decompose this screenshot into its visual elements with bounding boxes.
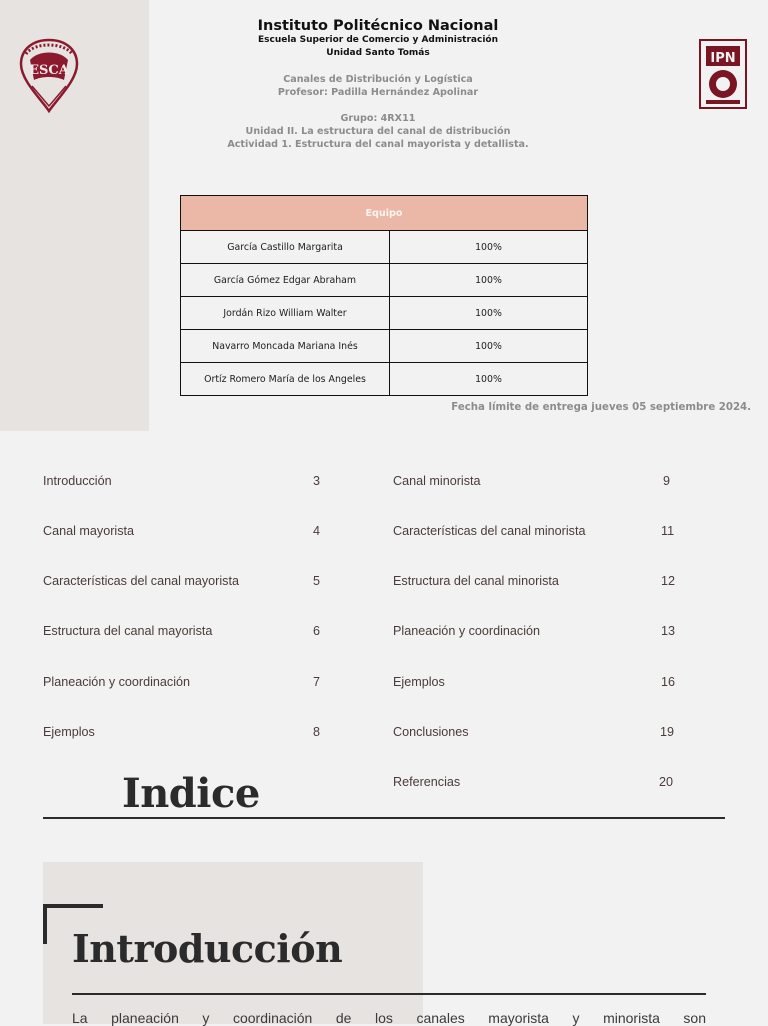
course-name: Canales de Distribución y Logística [283, 74, 473, 85]
ipn-logo [696, 36, 750, 112]
toc-page-number: 5 [313, 574, 321, 588]
toc-page-number: 19 [660, 725, 675, 739]
table-row [181, 231, 588, 264]
toc-page-number: 4 [313, 524, 321, 538]
member-name: Jordán Rizo William Walter [181, 297, 390, 330]
divider [72, 993, 706, 995]
table-row [181, 297, 588, 330]
toc-page-number: 3 [313, 474, 321, 488]
table-row [181, 330, 588, 363]
toc-item-ejemplos-minorista[interactable]: Ejemplos [393, 675, 445, 689]
toc-page-number: 11 [661, 524, 675, 538]
toc-item-referencias[interactable]: Referencias [393, 775, 461, 789]
school-name: Escuela Superior de Comercio y Administración [257, 35, 499, 45]
team-header: Equipo [181, 196, 588, 231]
table-row [181, 363, 588, 396]
unit-topic: Unidad II. La estructura del canal de distribución [245, 126, 511, 137]
member-name: Navarro Moncada Mariana Inés [181, 330, 390, 363]
toc-item-canal-minorista[interactable]: Canal minorista [393, 474, 481, 488]
toc-page-number: 6 [313, 624, 321, 638]
toc-item-conclusiones[interactable]: Conclusiones [393, 725, 469, 739]
member-name: García Gómez Edgar Abraham [181, 264, 390, 297]
toc-item-ejemplos-mayorista[interactable]: Ejemplos [43, 725, 95, 739]
toc-item-caracteristicas-mayorista[interactable]: Características del canal mayorista [43, 574, 239, 588]
member-percentage: 100% [390, 231, 588, 264]
bracket-decoration [43, 904, 47, 944]
toc-item-introduccion[interactable]: Introducción [43, 474, 112, 488]
document-header [180, 16, 576, 151]
toc-page-number: 16 [661, 675, 676, 689]
member-percentage: 100% [390, 297, 588, 330]
member-percentage: 100% [390, 363, 588, 396]
bracket-decoration [43, 904, 103, 908]
group-label: Grupo: 4RX11 [340, 113, 416, 124]
index-title: Indice [122, 770, 260, 817]
intro-paragraph: La planeación y coordinación de los canales mayorista y minorista son [72, 1010, 706, 1026]
table-row [181, 264, 588, 297]
esca-logo [18, 36, 80, 114]
toc-page-number: 12 [661, 574, 676, 588]
member-name: Ortíz Romero María de los Angeles [181, 363, 390, 396]
svg-text:ESCA: ESCA [29, 63, 69, 78]
toc-item-estructura-minorista[interactable]: Estructura del canal minorista [393, 574, 559, 588]
member-percentage: 100% [390, 264, 588, 297]
activity-title: Actividad 1. Estructura del canal mayorista y detallista. [227, 139, 529, 150]
unit-name: Unidad Santo Tomás [326, 48, 430, 58]
member-name: García Castillo Margarita [181, 231, 390, 264]
deadline-text: Fecha límite de entrega jueves 05 septiembre 2024. [451, 402, 751, 413]
toc-item-planeacion-mayorista[interactable]: Planeación y coordinación [43, 675, 191, 689]
toc-item-estructura-mayorista[interactable]: Estructura del canal mayorista [43, 624, 213, 638]
team-table [180, 195, 588, 396]
toc-item-canal-mayorista[interactable]: Canal mayorista [43, 524, 134, 538]
institution-name: Instituto Politécnico Nacional [257, 18, 499, 34]
toc-item-caracteristicas-minorista[interactable]: Características del canal minorista [393, 524, 586, 538]
toc-item-planeacion-minorista[interactable]: Planeación y coordinación [393, 624, 541, 638]
toc-page-number: 20 [659, 775, 674, 789]
member-percentage: 100% [390, 330, 588, 363]
intro-title: Introducción [72, 926, 343, 971]
toc-page-number: 9 [663, 474, 671, 488]
divider [43, 817, 725, 819]
toc-page-number: 8 [313, 725, 321, 739]
toc-page-number: 13 [661, 624, 676, 638]
toc-page-number: 7 [313, 675, 321, 689]
svg-text:IPN: IPN [710, 51, 736, 66]
professor-name: Profesor: Padilla Hernández Apolinar [277, 87, 479, 98]
